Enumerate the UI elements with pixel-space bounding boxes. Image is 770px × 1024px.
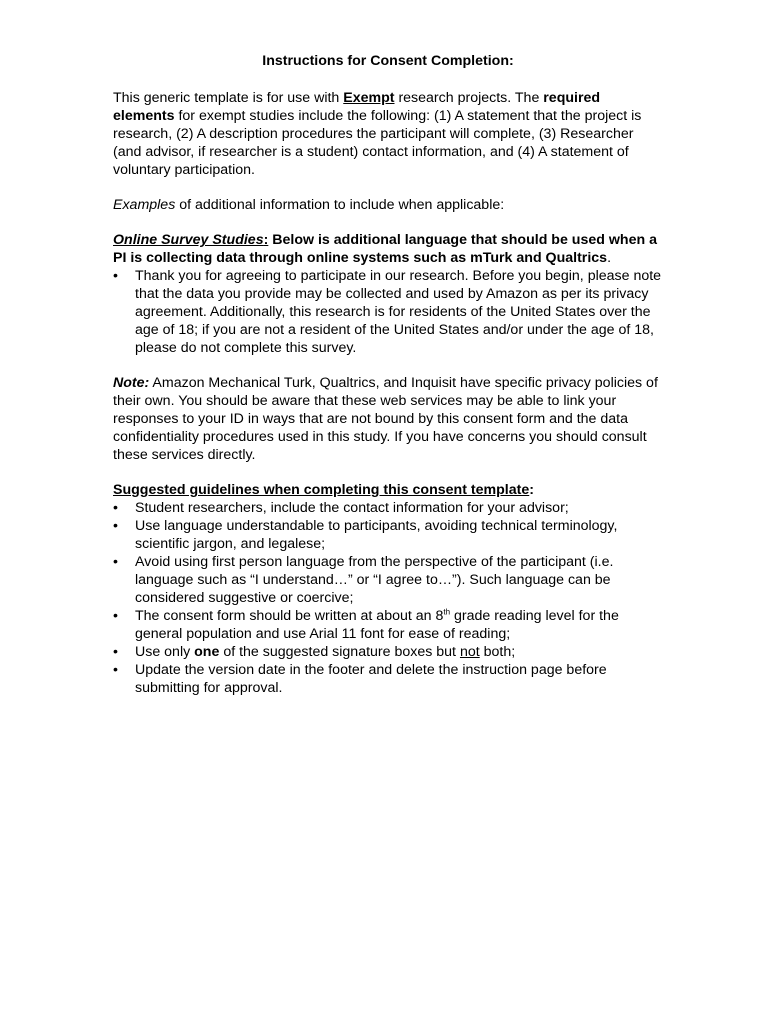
intro-text-3: for exempt studies include the following: (1) A statement that the project is research, (2) A description procedures the participant will complete, (3) Researcher (and advisor, if researcher is a student) contact information, and (4) A statement of voluntary participation. [113,108,642,178]
examples-lead: Examples [113,197,176,213]
list-item: • Thank you for agreeing to participate in our research. Before you begin, please note that the data you provide may be collected and used by Amazon as per its privacy agreement. Additionally, this research is for residents of the United States over the age of 18; if you are not a resident of the United States and/or under the age of 18, please do not complete this survey. [113,267,663,357]
intro-text-1: This generic template is for use with [113,90,344,106]
list-item: • Student researchers, include the contact information for your advisor; [113,499,663,517]
note-label: Note: [113,375,150,391]
note-paragraph [113,374,663,464]
intro-text-2: research projects. The [394,90,544,106]
online-survey-description: Below is additional language that should be used when a PI is collecting data through online systems such as mTurk and Qualtrics [113,232,657,266]
online-survey-heading [113,231,663,267]
list-item [113,607,663,643]
list-item: • Use language understandable to participants, avoiding technical terminology, scientific jargon, and legalese; [113,517,663,553]
guidelines-heading [113,481,663,499]
online-survey-list [113,267,663,357]
note-text: Amazon Mechanical Turk, Qualtrics, and Inquisit have specific privacy policies of their own. You should be aware that these web services may be able to link your responses to your ID in ways that are not bound by this consent form and the data confidentiality procedures used in this study. If you have concerns you should consult these services directly. [113,375,658,463]
list-item: • Avoid using first person language from the perspective of the participant (i.e. language such as “I understand…” or “I agree to…”). Such language can be considered suggestive or coercive; [113,553,663,607]
guidelines-title: Suggested guidelines when completing this consent template [113,482,530,498]
online-survey-title: Online Survey Studies [113,232,264,248]
guidelines-list [113,499,663,697]
intro-paragraph [113,89,663,179]
page-title: Instructions for Consent Completion: [262,53,514,69]
examples-paragraph [113,196,663,214]
grade-text-1: The consent form should be written at about an 8 [135,608,444,624]
examples-rest: of additional information to include when applicable: [175,197,505,213]
sig-one: one [194,644,220,660]
sig-text-3: both; [479,644,516,660]
online-survey-colon: : [263,232,269,248]
sig-not: not [459,644,480,660]
online-survey-period: . [607,250,612,266]
list-item: • Update the version date in the footer and delete the instruction page before submitting for approval. [113,661,663,697]
exempt-term: Exempt [343,90,395,106]
grade-text-2: grade reading level for the general population and use Arial 11 font for ease of reading; [135,608,619,642]
required-elements-term: required elements [113,90,601,124]
sig-text-1: Use only [135,644,195,660]
list-item [113,643,663,661]
guidelines-colon: : [529,482,534,498]
sig-text-2: of the suggested signature boxes but [219,644,460,660]
grade-superscript: th [443,607,451,617]
document-page [113,52,663,697]
